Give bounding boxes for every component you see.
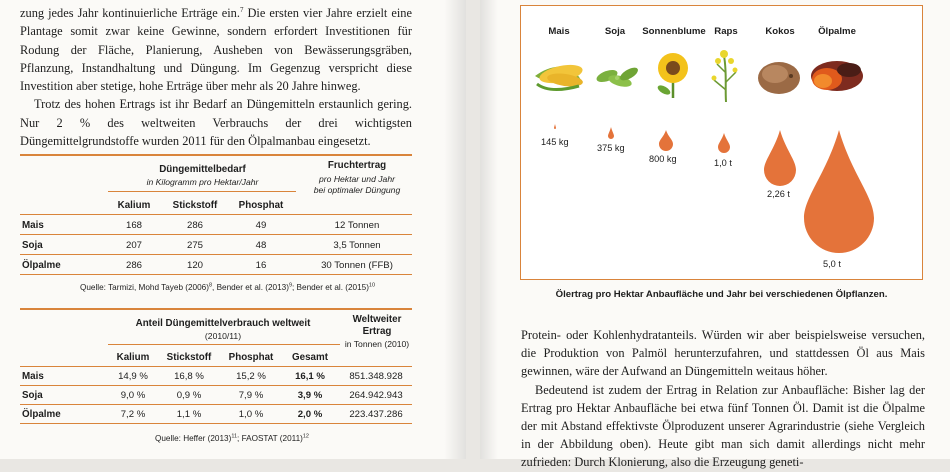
plant-label-oelpalme: Ölpalme — [818, 26, 856, 37]
group-rule — [108, 344, 340, 345]
table-cell: 286 — [125, 260, 142, 271]
gutter-shadow — [444, 0, 466, 459]
yield-subtitle-2: bei optimaler Düngung — [313, 185, 401, 195]
table-cell-yield: 851.348.928 — [349, 371, 403, 382]
left-page — [0, 0, 466, 459]
figure-graphics — [521, 6, 921, 278]
plant-label-mais: Mais — [548, 26, 570, 37]
sunflower-icon — [656, 53, 688, 98]
drop-label-sonnenblume: 800 kg — [649, 154, 677, 164]
table-cell: 7,9 % — [238, 390, 264, 401]
table-cell-yield: 264.942.943 — [349, 390, 403, 401]
table-cell: 275 — [186, 240, 203, 251]
fertilizer-share-table — [20, 308, 412, 432]
table-cell: 14,9 % — [118, 371, 148, 382]
oil-yield-figure — [520, 5, 923, 280]
row-rule — [20, 234, 412, 235]
table-cell: 7,2 % — [120, 409, 146, 420]
row-label-oelpalme: Ölpalme — [22, 409, 61, 420]
row-label-soja: Soja — [22, 390, 43, 401]
table-cell-yield: 12 Tonnen — [334, 220, 380, 231]
table-cell: 16 — [255, 260, 267, 271]
footnote-marker: 7 — [239, 5, 244, 14]
fertilizer-demand-table — [20, 154, 412, 286]
plant-label-sonnenblume: Sonnenblume — [642, 26, 706, 37]
yield-title-2: Ertrag — [362, 326, 392, 337]
drop-mais — [554, 124, 556, 129]
table-cell-total: 3,9 % — [297, 390, 323, 401]
table-top-rule — [20, 154, 412, 156]
fertilizer-paragraph: Trotz des hohen Ertrags ist ihr Bedarf an Düngemitteln erstaunlich gering. Nur 2 % des weltweiten Verbrauchs der drei wichtigsten Düngemittelgrundstoffe wurden 2011 für den Ölpalmanbau eingesetzt. — [20, 97, 412, 149]
table-cell: 1,1 % — [176, 409, 202, 420]
group-title: Düngemittelbedarf — [159, 164, 246, 175]
column-header-stickstoff: Stickstoff — [166, 352, 212, 363]
right-page — [480, 0, 950, 470]
row-rule — [20, 385, 412, 386]
figure-caption: Ölertrag pro Hektar Anbaufläche und Jahr bei verschiedenen Ölpflanzen. — [555, 289, 888, 300]
table-cell-yield: 3,5 Tonnen — [333, 240, 381, 251]
group-rule — [108, 191, 296, 192]
table-cell-yield: 30 Tonnen (FFB) — [321, 260, 393, 271]
yield-subtitle: in Tonnen (2010) — [344, 339, 410, 349]
row-rule — [20, 254, 412, 255]
drop-label-oelpalme: 5,0 t — [823, 259, 841, 269]
left-body-text — [20, 4, 412, 150]
table-cell: 9,0 % — [120, 390, 146, 401]
table-cell: 120 — [186, 260, 203, 271]
gutter-shadow — [480, 0, 498, 459]
drop-oelpalme — [804, 130, 874, 253]
table-cell: 15,2 % — [236, 371, 266, 382]
group-subtitle: (2010/11) — [204, 331, 242, 341]
plant-label-kokos: Kokos — [765, 26, 795, 37]
row-rule — [20, 274, 412, 275]
row-label-oelpalme: Ölpalme — [22, 260, 61, 271]
row-label-soja: Soja — [22, 240, 43, 251]
drop-label-mais: 145 kg — [541, 137, 569, 147]
drop-label-soja: 375 kg — [597, 143, 625, 153]
column-header-gesamt: Gesamt — [292, 352, 328, 363]
plant-label-soja: Soja — [604, 26, 626, 37]
drop-soja — [608, 127, 614, 139]
table-cell-total: 16,1 % — [295, 371, 325, 382]
row-label-mais: Mais — [22, 371, 44, 382]
rapeseed-icon — [712, 50, 738, 102]
column-header-phosphat: Phosphat — [238, 200, 284, 211]
table-cell-yield: 223.437.286 — [349, 409, 403, 420]
yield-title-1: Weltweiter — [352, 314, 402, 325]
table-cell: 168 — [125, 220, 142, 231]
row-rule — [20, 423, 412, 424]
drop-kokos — [764, 130, 796, 186]
row-label-mais: Mais — [22, 220, 44, 231]
drop-raps — [718, 133, 730, 153]
row-rule — [20, 404, 412, 405]
soybean-icon — [595, 65, 640, 89]
column-header-stickstoff: Stickstoff — [172, 200, 218, 211]
table-cell: 1,0 % — [238, 409, 264, 420]
yield-paragraph: Bedeutend ist zudem der Ertrag in Relation zur Anbaufläche: Bisher lag der Ertrag pro Hektar Anbaufläche bei etwa fünf Tonnen Öl. Damit ist die Ölpalme der mit Abstand effektivste Ölproduzent unserer Agrarindustrie (siehe Vergleich in der Abbildung oben). Heute gibt man sich damit allerdings nicht mehr zufrieden: Durch Klonierung, also die Erzeugung geneti- — [521, 382, 925, 470]
column-header-kalium: Kalium — [116, 352, 150, 363]
table-cell: 48 — [255, 240, 267, 251]
yield-title: Fruchtertrag — [327, 160, 387, 171]
table2-source: Quelle: Heffer $(2013)^{11}$; FAOSTAT $(2011)^{12}$ — [155, 433, 309, 443]
oil-palm-fruit-icon — [811, 61, 863, 91]
drop-label-kokos: 2,26 t — [767, 189, 790, 199]
table-cell: 0,9 % — [176, 390, 202, 401]
header-rule — [20, 214, 412, 215]
header-rule — [20, 366, 412, 367]
column-header-kalium: Kalium — [117, 200, 151, 211]
table-cell: 207 — [125, 240, 142, 251]
group-title: Anteil Düngemittelverbrauch weltweit — [135, 318, 311, 329]
plant-label-raps: Raps — [714, 26, 738, 37]
protein-paragraph: Protein- oder Kohlenhydratanteils. Würden wir aber beispielsweise versuchen, die Produktion von Palmöl herunterzufahren, und stattdessen Öl aus Mais gewinnen, wäre der Aufwand an Düngemitteln weitaus höher. — [521, 328, 925, 379]
column-header-phosphat: Phosphat — [228, 352, 274, 363]
table-cell: 16,8 % — [174, 371, 204, 382]
table-cell-total: 2,0 % — [297, 409, 323, 420]
right-body-text — [521, 326, 925, 472]
table-cell: 286 — [186, 220, 203, 231]
intro-paragraph: zung jedes Jahr kontinuierliche Erträge ein.$^7$ Die ersten vier Jahre erzielt eine Plantage somit zwar keine Gewinne, sondern erfordert Investitionen für Rodung der Fläche, Planierung, Ausheben von Bewässerungsgräben, Pflanzung, Instandhaltung und Düngung. Im Gegenzug verspricht diese Investition aber stetige, hohe Erträge über mehr als 20 Jahre hinweg. — [20, 5, 412, 94]
coconut-icon — [758, 62, 800, 94]
table-cell: 49 — [255, 220, 267, 231]
corn-icon — [535, 62, 584, 90]
table-top-rule — [20, 308, 412, 310]
drop-label-raps: 1,0 t — [714, 158, 732, 168]
group-subtitle: in Kilogramm pro Hektar/Jahr — [146, 177, 259, 187]
yield-subtitle-1: pro Hektar und Jahr — [319, 174, 395, 184]
drop-sonnenblume — [659, 130, 673, 151]
table1-source: Quelle: Tarmizi, Mohd Tayeb $(2006)^8$, Bender et al. $(2013)^9$; Bender et al. $(2015)^{10}$ — [80, 282, 376, 292]
